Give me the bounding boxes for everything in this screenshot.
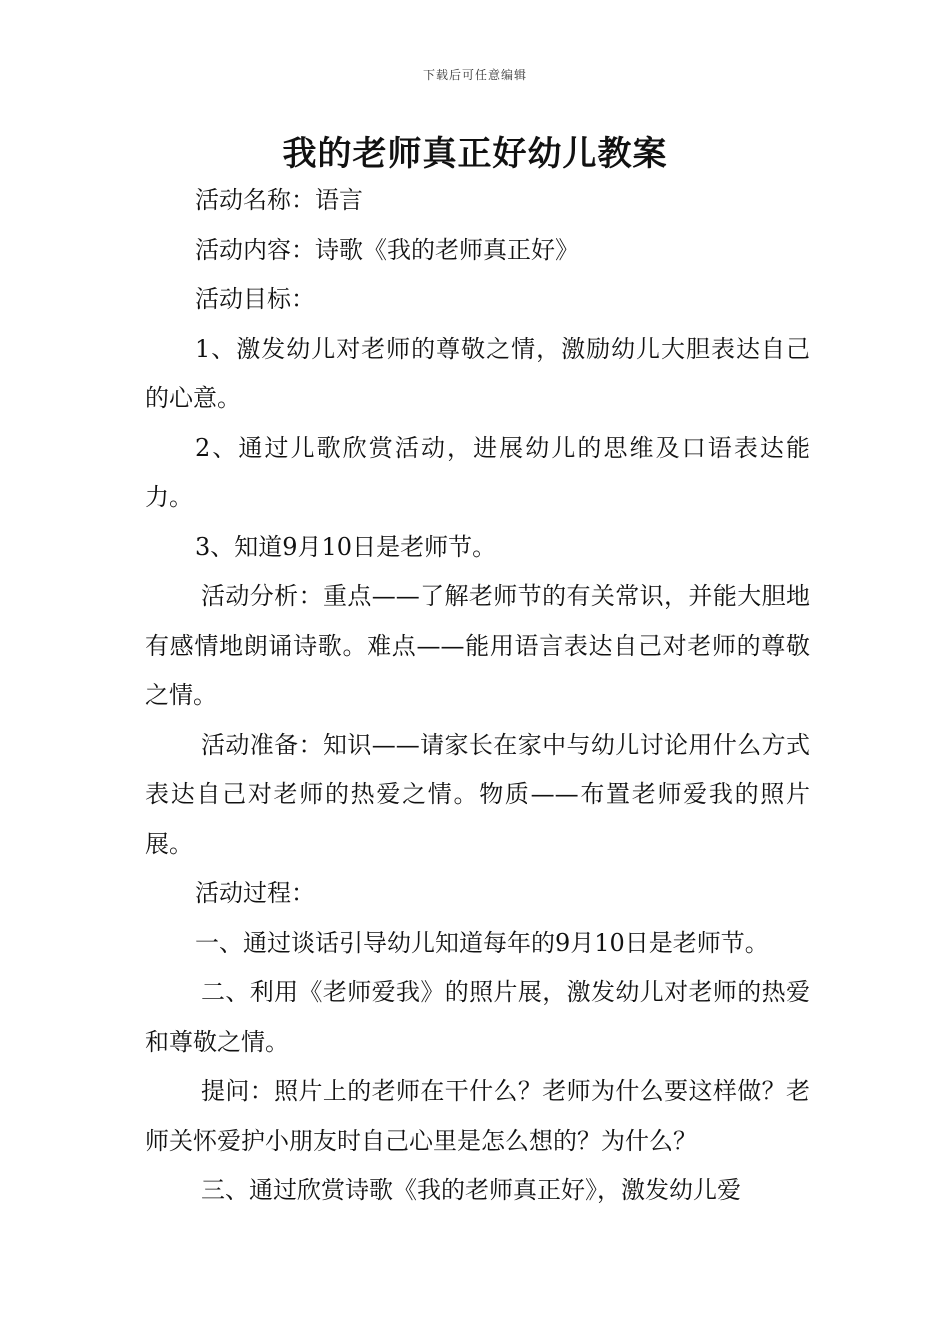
paragraph-step-3: 三、通过欣赏诗歌《我的老师真正好》，激发幼儿爱 (201, 1176, 741, 1204)
paragraph-goal-1: 1、激发幼儿对老师的尊敬之情，激励幼儿大胆表达自己的心意。 (145, 334, 810, 412)
paragraph-activity-goals-heading: 活动目标： (195, 285, 315, 313)
paragraph-activity-process-heading: 活动过程： (195, 879, 315, 907)
paragraph-goal-2: 2、通过儿歌欣赏活动，进展幼儿的思维及口语表达能力。 (145, 433, 810, 511)
paragraph-activity-preparation: 活动准备：知识——请家长在家中与幼儿讨论用什么方式表达自己对老师的热爱之情。物质——布置老师爱我的照片展。 (145, 730, 810, 858)
page-title: 我的老师真正好幼儿教案 (282, 134, 668, 174)
document-body (145, 176, 810, 1216)
paragraph-activity-name: 活动名称：语言 (195, 186, 363, 214)
paragraph-activity-analysis: 活动分析：重点——了解老师节的有关常识，并能大胆地有感情地朗诵诗歌。难点——能用语言表达自己对老师的尊敬之情。 (145, 582, 810, 709)
header-note: 下载后可任意编辑 (422, 68, 527, 82)
paragraph-goal-3: 3、知道9月10日是老师节。 (195, 532, 497, 561)
paragraph-activity-content: 活动内容：诗歌《我的老师真正好》 (195, 235, 579, 264)
paragraph-step-2: 二、利用《老师爱我》的照片展，激发幼儿对老师的热爱和尊敬之情。 (145, 978, 810, 1056)
paragraph-question: 提问：照片上的老师在干什么？老师为什么要这样做？老师关怀爱护小朋友时自己心里是怎么想的？为什么？ (145, 1077, 810, 1155)
paragraph-step-1: 一、通过谈话引导幼儿知道每年的9月10日是老师节。 (195, 928, 769, 957)
